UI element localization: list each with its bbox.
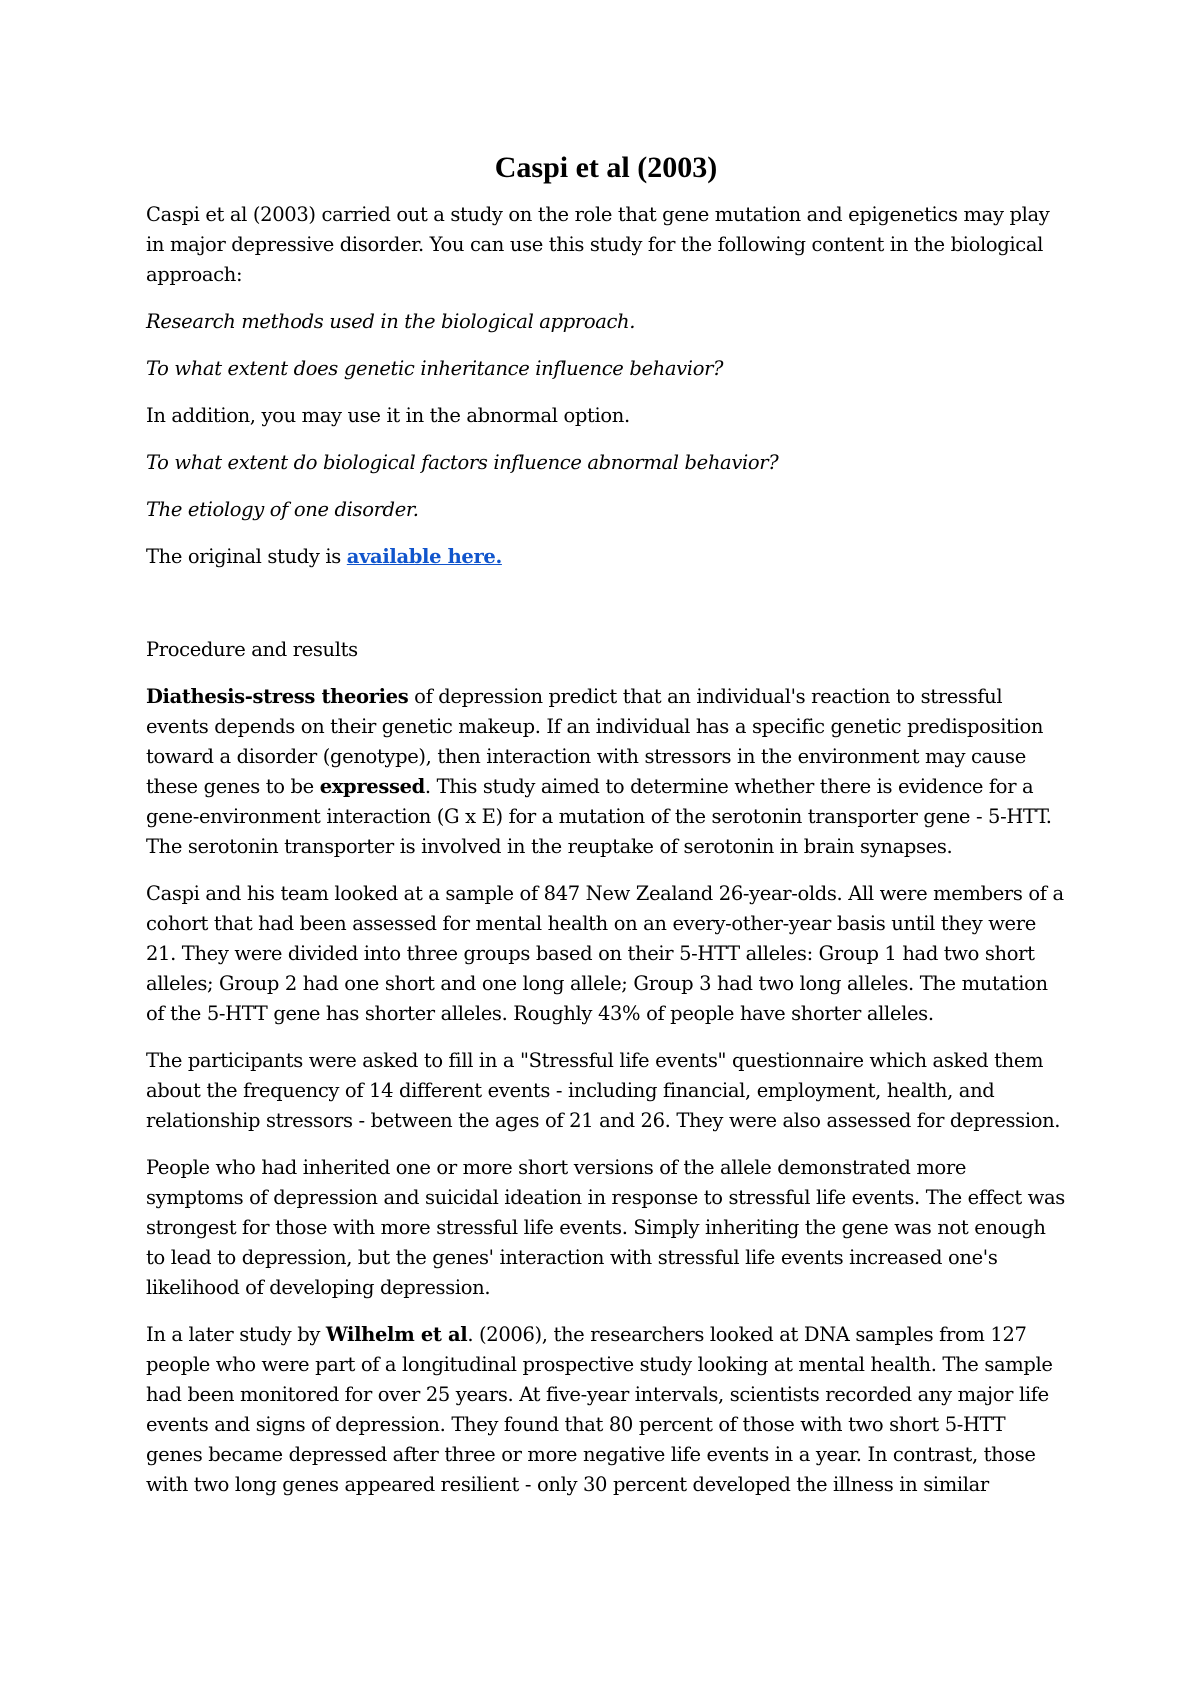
section-heading: Procedure and results (146, 638, 358, 661)
diathesis-text-2: . This study aimed to determine whether there is evidence for a gene-environment interaction (G x E) for a mutation of the serotonin transporter gene - 5-HTT. The serotonin transporter is involved in the reuptake of serotonin in brain synapses. (146, 775, 1052, 858)
original-study-line (146, 542, 1066, 572)
page-title: Caspi et al (2003) (494, 151, 718, 184)
wilhelm-paragraph (146, 1320, 1066, 1500)
abnormal-topic-biological-factors: To what extent do biological factors influence abnormal behavior? (146, 451, 779, 474)
questionnaire-paragraph: The participants were asked to fill in a "Stressful life events" questionnaire which asked them about the frequency of 14 different events - including financial, employment, health, and relationship stressors - between the ages of 21 and 26. They were also assessed for depression. (146, 1049, 1061, 1132)
abnormal-topic-etiology: The etiology of one disorder. (146, 498, 419, 521)
abnormal-intro: In addition, you may use it in the abnormal option. (146, 404, 630, 427)
document-body (146, 148, 1066, 1517)
bio-topic-genetic-inheritance: To what extent does genetic inheritance influence behavior? (146, 357, 724, 380)
term-diathesis-stress: Diathesis-stress theories (146, 685, 409, 708)
term-expressed: expressed (319, 775, 425, 798)
original-study-prefix: The original study is (146, 545, 347, 568)
diathesis-text-1: of depression predict that an individual's reaction to stressful events depends on their genetic makeup. If an individual has a specific genetic predisposition toward a disorder (genotype), then interaction with stressors in the environment may cause these genes to be (146, 685, 1044, 798)
diathesis-stress-paragraph (146, 682, 1066, 862)
available-here-link[interactable]: available here. (346, 545, 502, 568)
wilhelm-name: Wilhelm et al (325, 1323, 468, 1346)
wilhelm-text-2: . (2006), the researchers looked at DNA samples from 127 people who were part of a longitudinal prospective study looking at mental health. The sample had been monitored for over 25 years. At five-year intervals, scientists recorded any major life events and signs of depression. They found that 80 percent of those with two short 5-HTT genes became depressed after three or more negative life events in a year. In contrast, those with two long genes appeared resilient - only 30 percent developed the illness in similar (146, 1323, 1053, 1496)
results-paragraph: People who had inherited one or more short versions of the allele demonstrated more symptoms of depression and suicidal ideation in response to stressful life events. The effect was strongest for those with more stressful life events. Simply inheriting the gene was not enough to lead to depression, but the genes' interaction with stressful life events increased one's likelihood of developing depression. (146, 1156, 1065, 1299)
wilhelm-text-1: In a later study by (146, 1323, 326, 1346)
bio-topic-research-methods: Research methods used in the biological approach. (146, 310, 636, 333)
sample-paragraph: Caspi and his team looked at a sample of 847 New Zealand 26-year-olds. All were members of a cohort that had been assessed for mental health on an every-other-year basis until they were 21. They were divided into three groups based on their 5-HTT alleles: Group 1 had two short alleles; Group 2 had one short and one long allele; Group 3 had two long alleles. The mutation of the 5-HTT gene has shorter alleles. Roughly 43% of people have shorter alleles. (146, 882, 1064, 1025)
intro-paragraph: Caspi et al (2003) carried out a study on the role that gene mutation and epigenetics may play in major depressive disorder. You can use this study for the following content in the biological approach: (146, 203, 1050, 286)
